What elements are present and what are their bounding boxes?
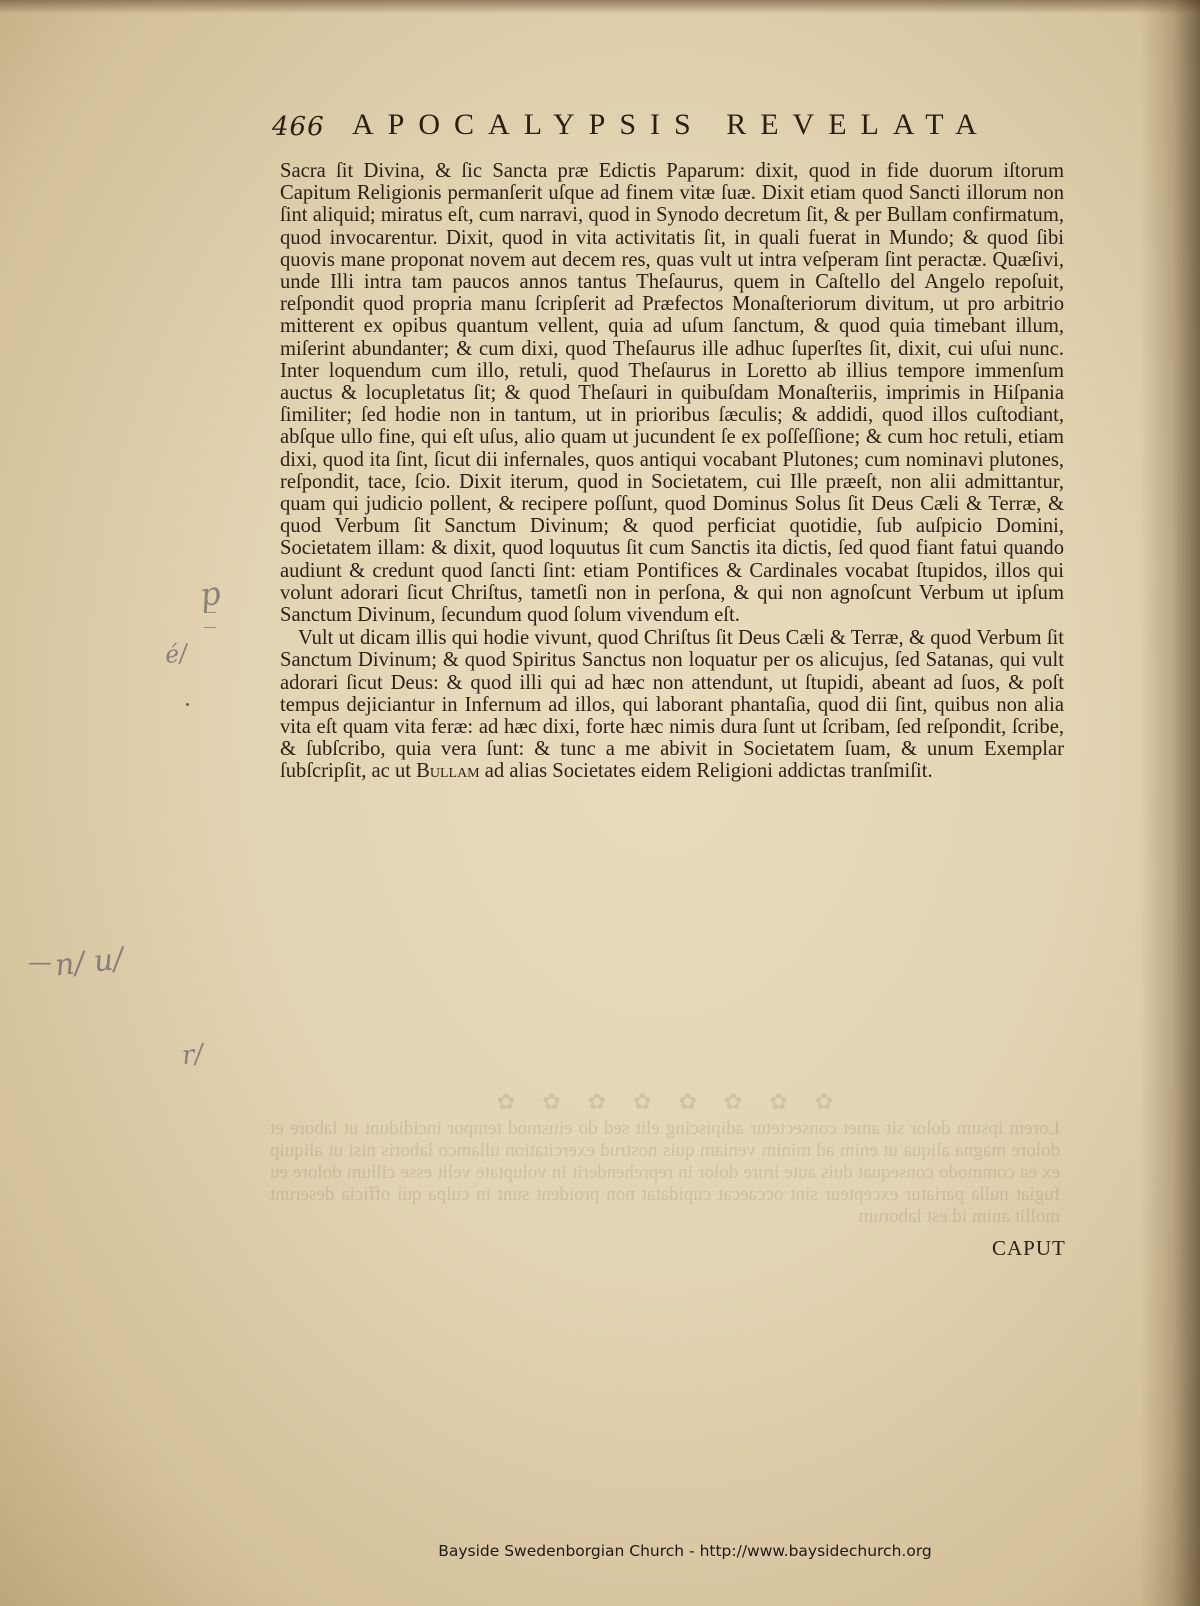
- pencil-mark-dash: —: [28, 948, 52, 976]
- page-number: 466: [272, 112, 325, 142]
- binding-gutter-shadow: [1140, 0, 1200, 1606]
- paragraph-2: [280, 627, 1064, 782]
- bleed-through-ornament: ✿ ✿ ✿ ✿ ✿ ✿ ✿ ✿: [496, 1090, 844, 1115]
- paragraph-2-text: Vult ut dicam illis qui hodie vivunt, quod Chriſtus ſit Deus Cæli & Terræ, & quod Verbum ſit Sanctum Divinum; & quod Spiritus Sanctus non loquatur per os alicujus, ſed Satanas, qui vult adorari ſicut Deus: & quod illi qui ad hæc non attendunt, ut ſtupidi, abeant ad ſuos, & poſt tempus dejiciantur in Infernum ad illos, qui laborant phantaſia, quod dii ſint, quibus non alia vita eſt quam vita feræ: ad hæc dixi, forte hæc nimis dura ſunt ut ſcribam, ſed reſpondit, ſcribe, & ſubſcribo, quia vera ſunt: & tunc a me abivit in Societatem ſuam, & unum Exemplar ſubſcripſit, ac ut: [280, 627, 1064, 783]
- page-header: [272, 106, 1052, 146]
- paragraph-1: Sacra ſit Divina, & ſic Sancta præ Edictis Paparum: dixit, quod in fide duorum iſtorum Capitum Religionis permanſerit uſque ad finem vitæ ſuæ. Dixit etiam quod Sancti illorum non ſint aliquid; miratus eſt, cum narravi, quod in Synodo decretum ſit, & per Bullam confirmatum, quod invocarentur. Dixit, quod in vita activitatis ſit, in quali fuerat in Mundo; & quod ſibi quovis mane proponat novem aut decem res, quas vult ut intra veſperam ſint peractæ. Quæſivi, unde Illi intra tam paucos annos tantus Theſaurus, quem in Caſtello del Angelo repoſuit, reſpondit quod propria manu ſcripſerit ad Præfectos Monaſteriorum divitum, ut pro arbitrio mitterent ex opibus quantum vellent, quia ad uſum ſanctum, & quod quia timebant illum, miſerint abundanter; & cum dixi, quod Theſaurus ille adhuc ſuperſtes ſit, dixit, cui uſui nunc. Inter loquendum cum illo, retuli, quod Theſaurus in Loretto ab illius tempore immenſum auctus & locupletatus ſit; & quod Theſauri in quibuſdam Monaſteriis, imprimis in Hiſpania ſimiliter; ſed hodie non in tantum, ut in prioribus ſæculis; & addidi, quod illos cuſtodiant, abſque ullo fine, qui eſt uſus, alio quam ut jucundent ſe ex poſſeſſione; & cum hoc retuli, etiam dixi, quod ita ſint, ſicut dii infernales, quos antiqui vocabant Plutones; cum nominavi plutones, reſpondit, tace, ſcio. Dixit iterum, quod in Societatem, cui Ille præeſt, non alii admittantur, quam qui judicio pollent, & recipere poſſunt, quod Dominus Solus ſit Deus Cæli & Terræ, & quod Verbum ſit Sanctum Divinum; & quod perficiat quotidie, ſub auſpicio Domini, Societatem illam: & dixit, quod loquutus ſit cum Sanctis ita dictis, ſed quod fiant fatui quando audiunt & credunt quod ſancti ſint: etiam Pontifices & Cardinales vocabat ſtupidos, illos qui volunt adorari ſicut Chriſtus, tametſi non in perſona, & qui non agnoſcunt Verbum ut ipſum Sanctum Divinum, ſecundum quod ſolum vivendum eſt.: [280, 160, 1064, 627]
- running-head: APOCALYPSIS REVELATA: [352, 108, 991, 141]
- catchword: CAPUT: [992, 1236, 1066, 1260]
- page-top-shadow: [0, 0, 1200, 14]
- pencil-mark-e: é/: [163, 638, 189, 670]
- body-text: [280, 160, 1064, 783]
- bullam-smallcaps: Bullam: [416, 760, 480, 783]
- pencil-mark-nu: n/ u/: [53, 941, 126, 984]
- pencil-mark-p: p: [197, 573, 224, 615]
- ink-speck: [186, 703, 189, 706]
- paragraph-2-end: ad alias Societates eidem Religioni addictas tranſmiſit.: [484, 760, 933, 783]
- bleed-through-text: Lorem ipsum dolor sit amet consectetur adipiscing elit sed do eiusmod tempor incididunt ut labore et dolore magna aliqua ut enim ad minim veniam quis nostrud exercitation ullamco laboris nisi ut aliquip ex ea commodo consequat duis aute irure dolor in reprehenderit in voluptate velit esse cillum dolore eu fugiat nulla pariatur excepteur sint occaecat cupidatat non proident sunt in culpa qui officia deserunt mollit anim id est laborum: [270, 1118, 1060, 1227]
- footer-credit-link[interactable]: Bayside Swedenborgian Church - http://www.baysidechurch.org: [438, 1542, 932, 1560]
- pencil-mark-r: r/: [180, 1038, 205, 1072]
- pencil-lines: [204, 612, 216, 628]
